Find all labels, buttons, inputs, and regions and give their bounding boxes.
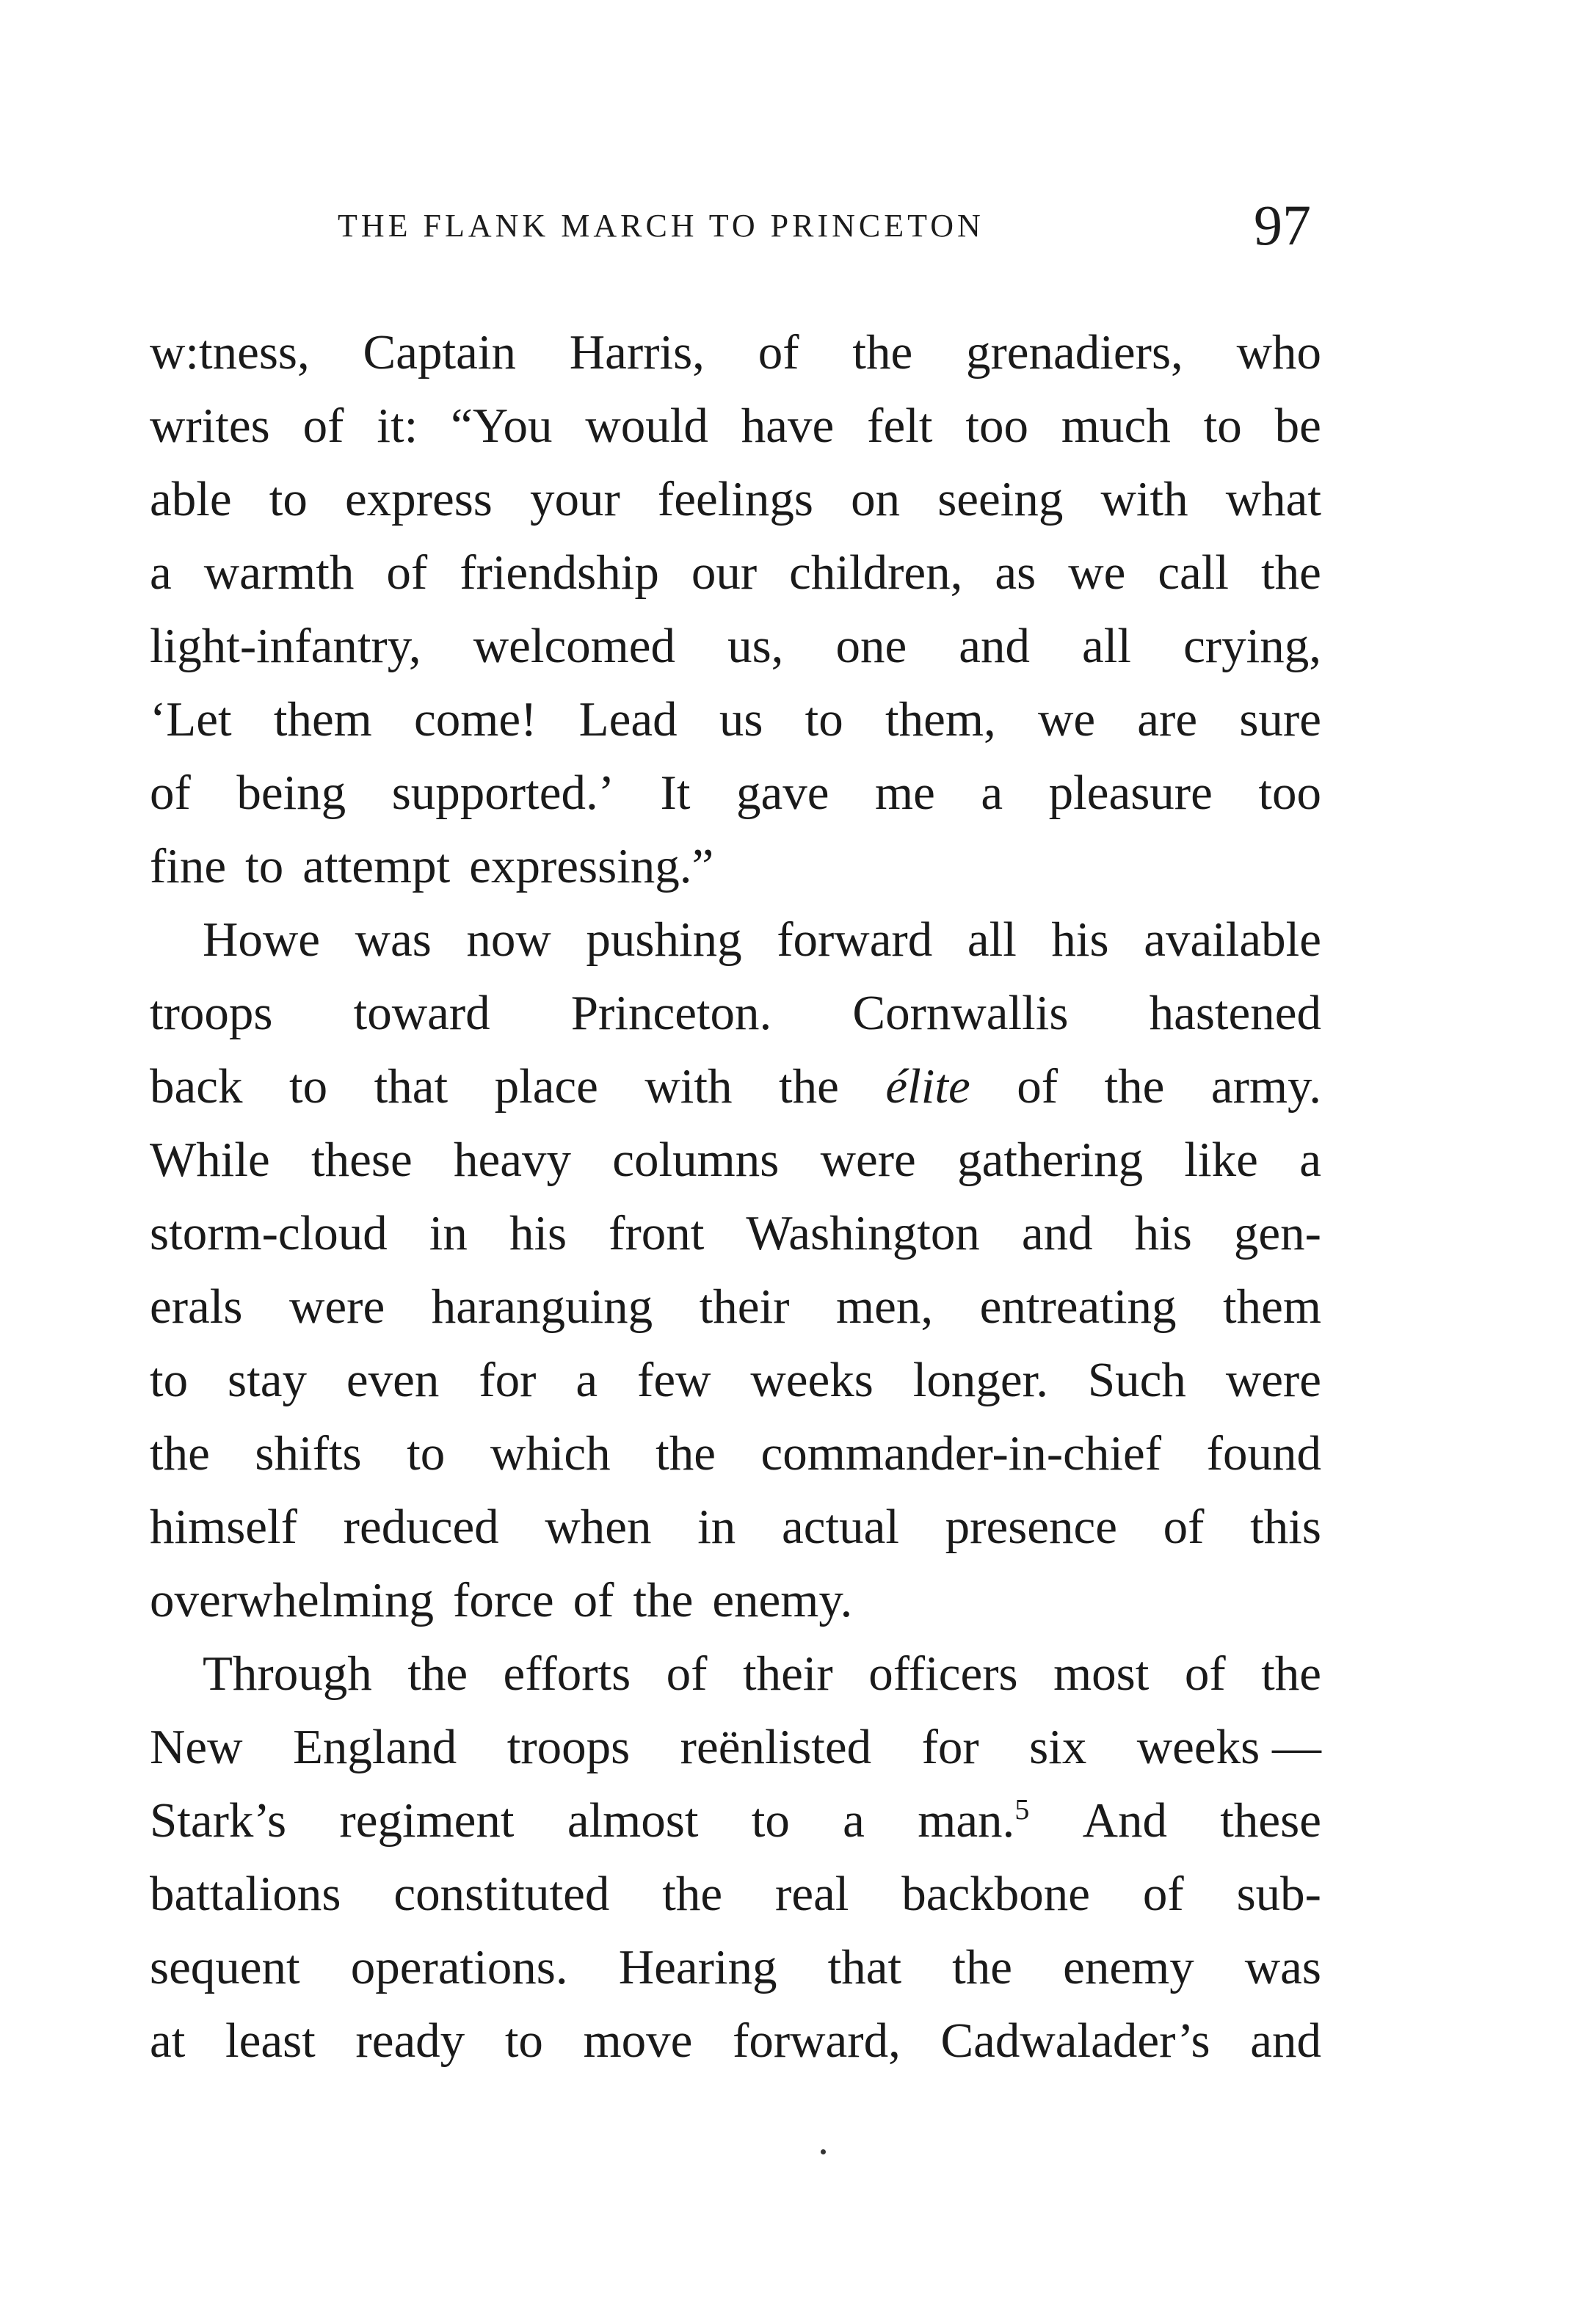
word: to bbox=[269, 472, 308, 526]
word: now bbox=[466, 912, 551, 967]
word: express bbox=[344, 472, 493, 526]
word: troops bbox=[150, 986, 273, 1040]
word: longer. bbox=[912, 1353, 1048, 1407]
word: crying, bbox=[1183, 619, 1321, 673]
word: enemy. bbox=[712, 1573, 853, 1627]
word: being bbox=[236, 766, 346, 820]
word: erals bbox=[150, 1279, 243, 1334]
word: backbone bbox=[901, 1867, 1091, 1921]
word: of bbox=[302, 399, 344, 453]
text-line bbox=[150, 1784, 1321, 1857]
word: commander-in-chief bbox=[760, 1426, 1162, 1481]
word: constituted bbox=[393, 1867, 610, 1921]
word: Such bbox=[1087, 1353, 1186, 1407]
word: were bbox=[289, 1279, 385, 1334]
word: Harris, bbox=[569, 325, 705, 380]
word: forward bbox=[777, 912, 933, 967]
word: have bbox=[741, 399, 835, 453]
text-line bbox=[150, 1050, 1321, 1123]
word: our bbox=[691, 545, 758, 600]
word: all bbox=[967, 912, 1017, 967]
word: available bbox=[1144, 912, 1321, 967]
word: that bbox=[374, 1059, 449, 1114]
text-line bbox=[150, 1123, 1321, 1197]
word: sub- bbox=[1236, 1867, 1321, 1921]
word: overwhelming bbox=[150, 1573, 435, 1627]
word: to bbox=[288, 1059, 328, 1114]
word: six bbox=[1029, 1720, 1087, 1774]
word: pushing bbox=[586, 912, 742, 967]
text-line bbox=[150, 609, 1321, 683]
word: seeing bbox=[937, 472, 1064, 526]
body-text bbox=[150, 316, 1321, 2077]
word: to bbox=[150, 1353, 189, 1407]
word: me bbox=[874, 766, 935, 820]
word: a bbox=[575, 1353, 598, 1407]
word: army. bbox=[1210, 1059, 1321, 1114]
word: of bbox=[666, 1646, 708, 1701]
word: found bbox=[1206, 1426, 1321, 1481]
text-line bbox=[150, 1931, 1321, 2004]
word: And bbox=[1082, 1793, 1167, 1848]
word: grenadiers, bbox=[966, 325, 1183, 380]
text-line bbox=[150, 1270, 1321, 1343]
word: to bbox=[407, 1426, 446, 1481]
word: of bbox=[1017, 1059, 1058, 1114]
word: stay bbox=[228, 1353, 307, 1407]
word: storm-cloud bbox=[150, 1206, 388, 1260]
word: Hearing bbox=[618, 1940, 777, 1994]
word: w:tness, bbox=[150, 325, 310, 380]
text-line bbox=[150, 683, 1321, 756]
word: us, bbox=[727, 619, 784, 673]
word: gave bbox=[736, 766, 829, 820]
word: back bbox=[150, 1059, 243, 1114]
word: hastened bbox=[1149, 986, 1321, 1040]
word: a bbox=[1299, 1133, 1321, 1187]
word: reënlisted bbox=[680, 1720, 872, 1774]
word: almost bbox=[567, 1793, 699, 1848]
word: Cadwalader’s bbox=[940, 2013, 1210, 2068]
word: gen- bbox=[1233, 1206, 1321, 1260]
word: Washington bbox=[746, 1206, 980, 1260]
word: a bbox=[981, 766, 1003, 820]
text-line bbox=[150, 1857, 1321, 1931]
text-line bbox=[150, 389, 1321, 462]
word: haranguing bbox=[431, 1279, 653, 1334]
text-line bbox=[150, 1490, 1321, 1564]
word: presence bbox=[945, 1500, 1117, 1554]
word: for bbox=[921, 1720, 979, 1774]
word: which bbox=[490, 1426, 611, 1481]
word: most bbox=[1053, 1646, 1150, 1701]
word: Stark’s bbox=[150, 1793, 287, 1848]
text-line bbox=[150, 1343, 1321, 1417]
word: we bbox=[1037, 692, 1096, 747]
word: It bbox=[660, 766, 691, 820]
word: England bbox=[292, 1720, 457, 1774]
word: pleasure bbox=[1048, 766, 1213, 820]
word: the bbox=[150, 1426, 210, 1481]
text-line bbox=[150, 462, 1321, 536]
word: efforts bbox=[503, 1646, 631, 1701]
word: shifts bbox=[255, 1426, 362, 1481]
text-line bbox=[150, 1564, 1321, 1637]
word: entreating bbox=[979, 1279, 1177, 1334]
word: even bbox=[346, 1353, 440, 1407]
word: expressing.” bbox=[469, 839, 714, 893]
word: with bbox=[644, 1059, 733, 1114]
word: us bbox=[719, 692, 763, 747]
text-line bbox=[150, 756, 1321, 829]
word: at bbox=[150, 2013, 186, 2068]
word: of bbox=[1184, 1646, 1226, 1701]
word: reduced bbox=[343, 1500, 499, 1554]
word: of bbox=[1142, 1867, 1184, 1921]
word: the bbox=[633, 1573, 694, 1627]
word: friendship bbox=[460, 545, 659, 600]
text-line bbox=[150, 1710, 1321, 1784]
word: welcomed bbox=[473, 619, 676, 673]
word: in bbox=[429, 1206, 468, 1260]
word: too bbox=[965, 399, 1028, 453]
word: troops bbox=[506, 1720, 631, 1774]
word: New bbox=[150, 1720, 243, 1774]
word: their bbox=[742, 1646, 833, 1701]
word: the bbox=[1261, 545, 1321, 600]
page-number: 97 bbox=[1254, 193, 1311, 257]
word: sure bbox=[1239, 692, 1321, 747]
word: Captain bbox=[363, 325, 516, 380]
word: man.$^5$ bbox=[918, 1793, 1030, 1848]
word: them bbox=[273, 692, 372, 747]
word: to bbox=[751, 1793, 790, 1848]
word: to bbox=[245, 839, 284, 893]
word: were bbox=[820, 1133, 916, 1187]
word: weeks bbox=[750, 1353, 874, 1407]
word: much bbox=[1061, 399, 1171, 453]
word: few bbox=[637, 1353, 711, 1407]
word: place bbox=[494, 1059, 598, 1114]
word: writes bbox=[150, 399, 270, 453]
word: Howe bbox=[203, 912, 321, 967]
word: were bbox=[1225, 1353, 1321, 1407]
word: your bbox=[529, 472, 620, 526]
word: While bbox=[150, 1133, 270, 1187]
word: supported.’ bbox=[391, 766, 615, 820]
word: of bbox=[150, 766, 191, 820]
word: fine bbox=[150, 839, 227, 893]
text-line bbox=[150, 829, 1321, 903]
word: to bbox=[805, 692, 843, 747]
text-line bbox=[150, 903, 1321, 976]
word: as bbox=[995, 545, 1036, 600]
word: toward bbox=[353, 986, 490, 1040]
word: them, bbox=[885, 692, 996, 747]
word: able bbox=[150, 472, 232, 526]
word: be bbox=[1274, 399, 1321, 453]
word: the bbox=[407, 1646, 468, 1701]
word: Through bbox=[203, 1646, 372, 1701]
word: élite bbox=[885, 1059, 970, 1114]
word: was bbox=[1244, 1940, 1321, 1994]
word: with bbox=[1100, 472, 1188, 526]
word: least bbox=[225, 2013, 316, 2068]
word: of bbox=[758, 325, 799, 380]
word: are bbox=[1137, 692, 1198, 747]
word: heavy bbox=[453, 1133, 571, 1187]
word: Princeton. bbox=[570, 986, 772, 1040]
text-line bbox=[150, 1197, 1321, 1270]
word: ‘Let bbox=[150, 692, 232, 747]
word: these bbox=[1220, 1793, 1321, 1848]
word: enemy bbox=[1063, 1940, 1194, 1994]
word: of bbox=[386, 545, 428, 600]
word: who bbox=[1236, 325, 1321, 380]
word: this bbox=[1250, 1500, 1321, 1554]
word: all bbox=[1082, 619, 1132, 673]
page-speck bbox=[821, 2149, 826, 2154]
word: felt bbox=[867, 399, 933, 453]
word: children, bbox=[789, 545, 963, 600]
footnote-marker: 5 bbox=[1014, 1793, 1030, 1826]
word: feelings bbox=[657, 472, 813, 526]
word: forward, bbox=[733, 2013, 901, 2068]
word: officers bbox=[868, 1646, 1018, 1701]
word: himself bbox=[150, 1500, 297, 1554]
word: on bbox=[851, 472, 901, 526]
word: actual bbox=[782, 1500, 899, 1554]
word: the bbox=[779, 1059, 839, 1114]
word: attempt bbox=[302, 839, 451, 893]
word: his bbox=[1051, 912, 1109, 967]
word: of bbox=[573, 1573, 614, 1627]
word: when bbox=[545, 1500, 652, 1554]
word: would bbox=[585, 399, 708, 453]
word: these bbox=[311, 1133, 413, 1187]
word: was bbox=[355, 912, 432, 967]
word: to bbox=[1203, 399, 1242, 453]
word: battalions bbox=[150, 1867, 341, 1921]
word: the bbox=[656, 1426, 716, 1481]
text-line bbox=[150, 316, 1321, 389]
text-line bbox=[150, 1417, 1321, 1490]
word: operations. bbox=[350, 1940, 568, 1994]
word: his bbox=[509, 1206, 567, 1260]
word: it: bbox=[377, 399, 418, 453]
word: their bbox=[699, 1279, 790, 1334]
word: front bbox=[609, 1206, 705, 1260]
word: and bbox=[959, 619, 1030, 673]
word: regiment bbox=[339, 1793, 515, 1848]
word: men, bbox=[835, 1279, 934, 1334]
word: them bbox=[1223, 1279, 1321, 1334]
word: gathering bbox=[957, 1133, 1144, 1187]
word: weeks — bbox=[1136, 1720, 1321, 1774]
word: the bbox=[662, 1867, 723, 1921]
word: force bbox=[453, 1573, 554, 1627]
word: what bbox=[1225, 472, 1321, 526]
word: that bbox=[827, 1940, 902, 1994]
word: Cornwallis bbox=[852, 986, 1069, 1040]
word: and bbox=[1250, 2013, 1321, 2068]
word: real bbox=[775, 1867, 849, 1921]
word: “You bbox=[451, 399, 553, 453]
word: Lead bbox=[578, 692, 678, 747]
word: a bbox=[150, 545, 172, 600]
word: to bbox=[504, 2013, 543, 2068]
word: like bbox=[1184, 1133, 1258, 1187]
word: a bbox=[843, 1793, 865, 1848]
word: come! bbox=[414, 692, 537, 747]
text-line bbox=[150, 976, 1321, 1050]
text-line bbox=[150, 1637, 1321, 1710]
word: columns bbox=[612, 1133, 780, 1187]
word: of bbox=[1163, 1500, 1205, 1554]
word: call bbox=[1158, 545, 1230, 600]
word: the bbox=[1261, 1646, 1321, 1701]
word: in bbox=[697, 1500, 736, 1554]
word: the bbox=[852, 325, 913, 380]
word: his bbox=[1134, 1206, 1192, 1260]
running-head: THE FLANK MARCH TO PRINCETON bbox=[338, 208, 984, 244]
word: for bbox=[479, 1353, 537, 1407]
word: the bbox=[952, 1940, 1013, 1994]
word: one bbox=[835, 619, 907, 673]
word: we bbox=[1068, 545, 1126, 600]
word: move bbox=[583, 2013, 693, 2068]
text-line bbox=[150, 2004, 1321, 2077]
word: the bbox=[1104, 1059, 1165, 1114]
word: ready bbox=[355, 2013, 465, 2068]
word: sequent bbox=[150, 1940, 300, 1994]
text-line bbox=[150, 536, 1321, 609]
word: warmth bbox=[203, 545, 355, 600]
word: too bbox=[1258, 766, 1321, 820]
word: light-infantry, bbox=[150, 619, 421, 673]
word: and bbox=[1021, 1206, 1093, 1260]
